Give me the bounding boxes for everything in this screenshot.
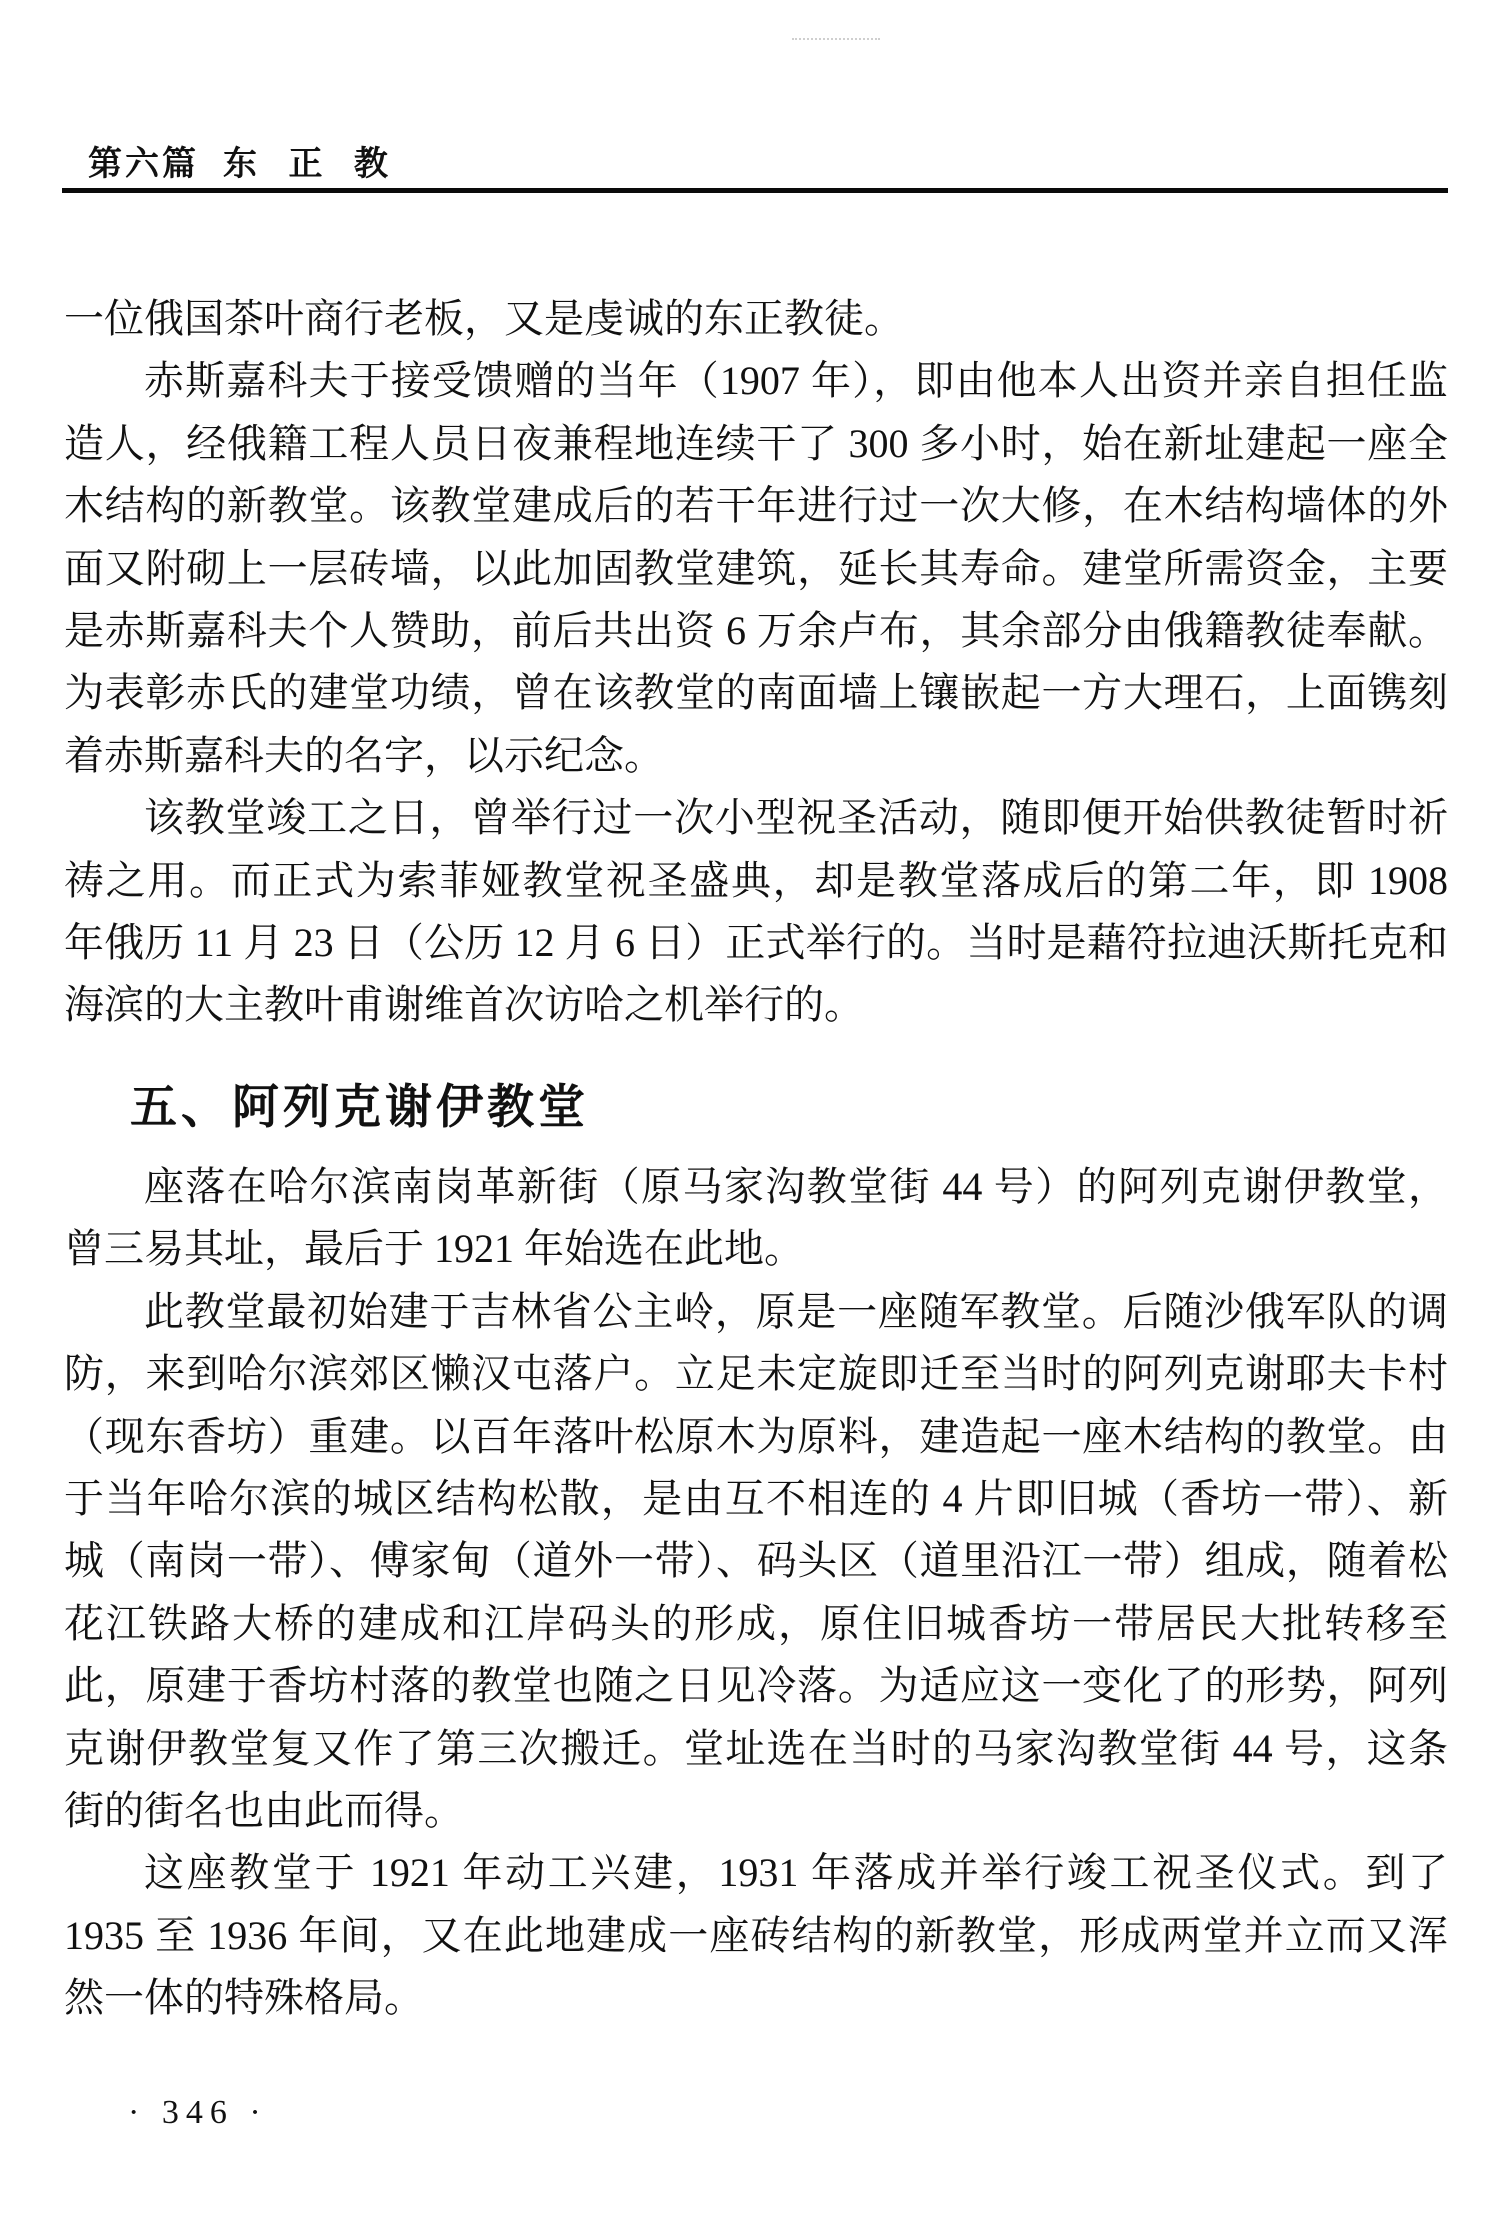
text-line: 海滨的大主教叶甫谢维首次访哈之机举行的。 [64,982,864,1028]
text-line: 着赤斯嘉科夫的名字，以示纪念。 [64,732,664,778]
text-line: 造人，经俄籍工程人员日夜兼程地连续干了 300 多小时，始在新址建起一座全 [64,420,1448,466]
text-line: 克谢伊教堂复又作了第三次搬迁。堂址选在当时的马家沟教堂街 44 号，这条 [64,1725,1448,1771]
part-title: 东 正 教 [223,145,399,183]
text-line: 这座教堂于 1921 年动工兴建，1931 年落成并举行竣工祝圣仪式。到了 [144,1850,1448,1896]
text-line: 面又附砌上一层砖墙，以此加固教堂建筑，延长其寿命。建堂所需资金，主要 [64,545,1448,591]
text-line: （现东香坊）重建。以百年落叶松原木为原料，建造起一座木结构的教堂。由 [64,1413,1448,1459]
scan-artifact-dotted-line [792,38,880,40]
paragraphs-block-b [64,1156,1448,2029]
text-line: 赤斯嘉科夫于接受馈赠的当年（1907 年），即由他本人出资并亲自担任监 [144,358,1448,404]
text-line: 然一体的特殊格局。 [64,1975,424,2021]
text-line: 是赤斯嘉科夫个人赞助，前后共出资 6 万余卢布，其余部分由俄籍教徒奉献。 [64,607,1448,653]
text-line: 座落在哈尔滨南岗革新街（原马家沟教堂街 44 号）的阿列克谢伊教堂， [144,1164,1448,1209]
header-rule [62,188,1448,193]
text-line: 街的街名也由此而得。 [64,1787,464,1833]
text-line: 1935 至 1936 年间，又在此地建成一座砖结构的新教堂，形成两堂并立而又浑 [64,1912,1448,1958]
text-line: 城（南岗一带）、傅家甸（道外一带）、码头区（道里沿江一带）组成，随着松 [64,1538,1448,1584]
text-line: 花江铁路大桥的建成和江岸码头的形成，原住旧城香坊一带居民大批转移至 [64,1600,1448,1646]
section-heading: 五、阿列克谢伊教堂 [130,1082,589,1134]
text-line: 此教堂最初始建于吉林省公主岭，原是一座随军教堂。后随沙俄军队的调 [144,1288,1448,1334]
text-line: 防，来到哈尔滨郊区懒汉屯落户。立足未定旋即迁至当时的阿列克谢耶夫卡村 [64,1351,1448,1397]
text-line: 年俄历 11 月 23 日（公历 12 月 6 日）正式举行的。当时是藉符拉迪沃斯托克和 [64,919,1448,965]
text-line: 于当年哈尔滨的城区结构松散，是由互不相连的 4 片即旧城（香坊一带）、新 [64,1475,1448,1521]
running-head [88,136,399,185]
text-line: 一位俄国茶叶商行老板，又是虔诚的东正教徒。 [64,296,904,341]
paragraphs-block-a [64,288,1448,1037]
text-line: 该教堂竣工之日，曾举行过一次小型祝圣活动，随即便开始供教徒暂时祈 [144,795,1448,841]
part-label: 第六篇 [88,145,199,183]
text-line: 为表彰赤氏的建堂功绩，曾在该教堂的南面墙上镶嵌起一方大理石，上面镌刻 [64,670,1448,716]
page-number: · 346 · [128,2094,268,2131]
text-line: 此，原建于香坊村落的教堂也随之日见冷落。为适应这一变化了的形势，阿列 [64,1663,1448,1709]
text-line: 祷之用。而正式为索菲娅教堂祝圣盛典，却是教堂落成后的第二年，即 1908 [64,857,1448,903]
text-line: 曾三易其址，最后于 1921 年始选在此地。 [64,1226,804,1272]
text-line: 木结构的新教堂。该教堂建成后的若干年进行过一次大修，在木结构墙体的外 [64,483,1448,529]
